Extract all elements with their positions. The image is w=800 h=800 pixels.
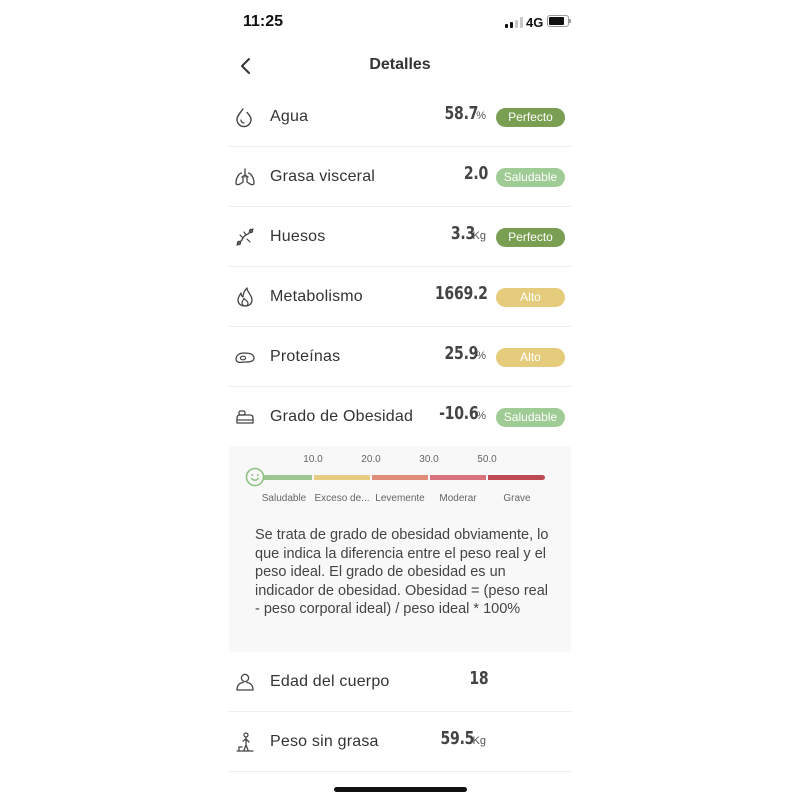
scale-segment-label: Levemente xyxy=(375,493,425,504)
scale-segment-label: Grave xyxy=(503,493,531,504)
metric-label: Grado de Obesidad xyxy=(270,408,414,425)
scale-tick-label: 30.0 xyxy=(419,454,439,465)
metric-row-proteinas[interactable] xyxy=(229,327,571,387)
obesity-description: Se trata de grado de obesidad obviamente, lo que indica la diferencia entre el peso real y el peso ideal. El grado de obesidad es un indicador de obesidad. Obesidad = (peso real - peso corporal ideal) / peso ideal * 100% xyxy=(255,527,549,617)
metric-row-huesos[interactable] xyxy=(229,207,571,267)
obesity-scale xyxy=(229,446,571,516)
scale-segment-grave xyxy=(488,475,545,480)
metric-row-edad-cuerpo[interactable] xyxy=(229,652,571,712)
metric-value: 58.7% xyxy=(444,103,486,124)
status-badge: Saludable xyxy=(496,168,565,187)
metric-row-grasa-visceral[interactable] xyxy=(229,147,571,207)
metric-value: 59.5Kg xyxy=(440,728,486,749)
metric-value: 3.3Kg xyxy=(450,223,486,244)
status-badge: Perfecto xyxy=(496,108,565,127)
status-badge: Saludable xyxy=(496,408,565,427)
scale-segment-exceso xyxy=(314,475,370,480)
status-bar xyxy=(229,0,571,44)
water-drop-icon xyxy=(234,106,256,128)
scale-tick-label: 50.0 xyxy=(477,454,497,465)
lean-body-icon xyxy=(234,731,256,753)
scale-body-icon xyxy=(234,406,256,428)
metric-label: Edad del cuerpo xyxy=(270,673,390,690)
nav-bar xyxy=(229,44,571,88)
bone-icon xyxy=(234,226,256,248)
scale-tick-label: 20.0 xyxy=(361,454,381,465)
flame-icon xyxy=(234,286,256,308)
obesity-detail-panel xyxy=(229,446,571,652)
metric-row-grado-obesidad[interactable] xyxy=(229,387,571,447)
metric-value: 18 xyxy=(468,668,488,689)
scale-segment-label: Saludable xyxy=(261,493,307,504)
metric-value: 25.9% xyxy=(444,343,486,364)
cellular-signal-icon xyxy=(505,17,523,28)
metric-row-peso-sin-grasa[interactable] xyxy=(229,712,571,772)
metric-label: Proteínas xyxy=(270,348,341,365)
metric-label: Agua xyxy=(270,108,309,125)
scale-tick-label: 10.0 xyxy=(303,454,323,465)
metric-label: Metabolismo xyxy=(270,288,363,305)
smiley-icon xyxy=(245,467,265,487)
protein-icon xyxy=(234,346,256,368)
status-badge: Perfecto xyxy=(496,228,565,247)
metric-label: Grasa visceral xyxy=(270,168,376,185)
scale-segment-label: Exceso de... xyxy=(314,493,370,504)
scale-segment-moderar xyxy=(430,475,486,480)
metric-label: Peso sin grasa xyxy=(270,733,379,750)
scale-segment-label: Moderar xyxy=(439,493,477,504)
status-badge: Alto xyxy=(496,348,565,367)
metric-value: -10.6% xyxy=(438,403,486,424)
metric-value: 1669.2 xyxy=(435,283,488,304)
network-type: 4G xyxy=(526,15,544,30)
metric-row-agua[interactable] xyxy=(229,87,571,147)
scale-segment-levemente xyxy=(372,475,428,480)
status-time: 11:25 xyxy=(243,13,284,30)
lungs-icon xyxy=(234,166,256,188)
metric-label: Huesos xyxy=(270,228,326,245)
page-title: Detalles xyxy=(369,56,431,73)
battery-icon xyxy=(547,15,569,27)
metric-row-metabolismo[interactable] xyxy=(229,267,571,327)
home-indicator[interactable] xyxy=(334,787,467,792)
status-badge: Alto xyxy=(496,288,565,307)
metric-value: 2.0 xyxy=(463,163,488,184)
person-icon xyxy=(234,671,256,693)
